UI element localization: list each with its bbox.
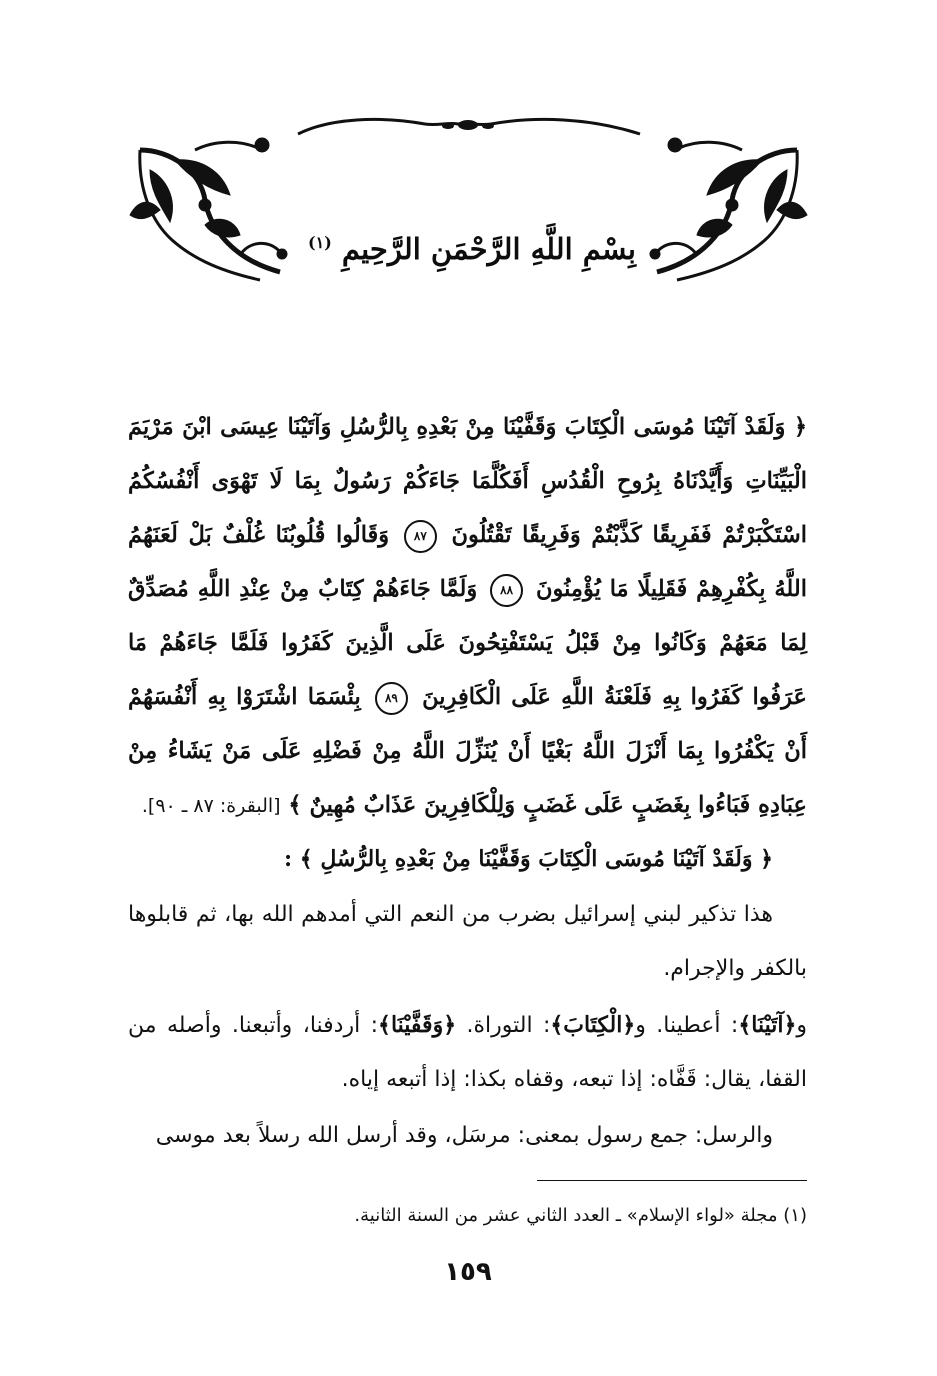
paragraph-2-part-2: : أعطينا. و	[635, 1013, 739, 1038]
verse-segment-1: وَلَقَدْ آتَيْنَا مُوسَى الْكِتَابَ وَقَفَّيْنَا مِنْ بَعْدِهِ بِالرُّسُلِ وَآتَيْنَا عِيسَى ابْنَ مَرْيَمَ الْبَيِّنَاتِ وَأَيَّدْنَاهُ بِرُوحِ الْقُدُسِ أَفَكُلَّمَا جَاءَكُمْ رَسُولٌ بِمَا لَا تَهْوَى أَنْفُسُكُمُ اسْتَكْبَرْتُمْ فَفَرِيقًا كَذَّبْتُمْ وَفَرِيقًا تَقْتُلُونَ	[128, 414, 807, 548]
close-bracket: ﴾	[288, 792, 302, 818]
basmala-text: بِسْمِ اللَّهِ الرَّحْمَنِ الرَّحِيمِ	[341, 232, 636, 266]
term-qaffayna: ﴿وَقَفَّيْنَا﴾	[378, 1012, 457, 1038]
basmala-footnote-ref: (١)	[308, 233, 332, 253]
right-corner-ornament	[650, 138, 807, 280]
surah-reference: [البقرة: ٨٧ ـ ٩٠].	[141, 795, 281, 817]
page-number: ١٥٩	[444, 1257, 492, 1287]
term-aatayna: ﴿آتَيْنَا﴾	[738, 1012, 797, 1038]
footnote	[128, 1198, 807, 1234]
commentary-paragraph-3: والرسل: جمع رسول بمعنى: مرسَل، وقد أرسل الله رسلاً بعد موسى	[155, 1123, 773, 1148]
quran-passage	[128, 400, 807, 833]
commentary-paragraph-1: هذا تذكير لبني إسرائيل بضرب من النعم التي أمدهم الله بها، ثم قابلوها بالكفر والإجرام.	[128, 902, 807, 981]
footnote-text: مجلة «لواء الإسلام» ـ العدد الثاني عشر من السنة الثانية.	[354, 1205, 778, 1226]
verse-segment-4: بِئْسَمَا اشْتَرَوْا بِهِ أَنْفُسَهُمْ أَنْ يَكْفُرُوا بِمَا أَنْزَلَ اللَّهُ بَغْيًا أَنْ يُنَزِّلَ اللَّهُ مِنْ فَضْلِهِ عَلَى مَنْ يَشَاءُ مِنْ عِبَادِهِ فَبَاءُوا بِغَضَبٍ عَلَى غَضَبٍ وَلِلْكَافِرِينَ عَذَابٌ مُهِينٌ	[128, 684, 807, 818]
footnote-marker: (١)	[783, 1205, 807, 1226]
paragraph-2-part-1: و	[796, 1013, 807, 1038]
paragraph-2-part-4: : أردفنا، وأتبعنا. وأصله من القفا، يقال: قَفَّاه: إذا تبعه، وقفاه بكذا: إذا أتبعه إياه.	[128, 1013, 807, 1092]
commentary-heading-verse: ﴿ وَلَقَدْ آتَيْنَا مُوسَى الْكِتَابَ وَقَفَّيْنَا مِنْ بَعْدِهِ بِالرُّسُلِ ﴾ :	[283, 846, 773, 872]
footnote-divider	[537, 1180, 807, 1181]
commentary-section	[128, 832, 807, 1165]
floral-header-ornament	[0, 0, 937, 320]
paragraph-2-part-3: : التوراة.	[456, 1013, 551, 1038]
left-corner-ornament	[130, 138, 287, 280]
ayah-number-87: ٨٧	[404, 520, 437, 553]
open-bracket: ﴿	[793, 414, 807, 440]
basmala-heading	[300, 232, 640, 266]
ayah-number-89: ٨٩	[375, 682, 408, 715]
verse-segment-2: وَقَالُوا قُلُوبُنَا غُلْفٌ بَلْ لَعَنَهُمُ اللَّهُ بِكُفْرِهِمْ فَقَلِيلًا مَا يُؤْمِنُونَ	[128, 522, 807, 602]
ayah-number-88: ٨٨	[490, 574, 523, 607]
verse-segment-3: وَلَمَّا جَاءَهُمْ كِتَابٌ مِنْ عِنْدِ اللَّهِ مُصَدِّقٌ لِمَا مَعَهُمْ وَكَانُوا مِنْ قَبْلُ يَسْتَفْتِحُونَ عَلَى الَّذِينَ كَفَرُوا فَلَمَّا جَاءَهُمْ مَا عَرَفُوا كَفَرُوا بِهِ فَلَعْنَةُ اللَّهِ عَلَى الْكَافِرِينَ	[128, 576, 807, 710]
center-swash-knot	[458, 120, 478, 130]
term-alkitab: ﴿الْكِتَابَ﴾	[550, 1012, 636, 1038]
commentary-paragraph-2	[128, 998, 807, 1107]
